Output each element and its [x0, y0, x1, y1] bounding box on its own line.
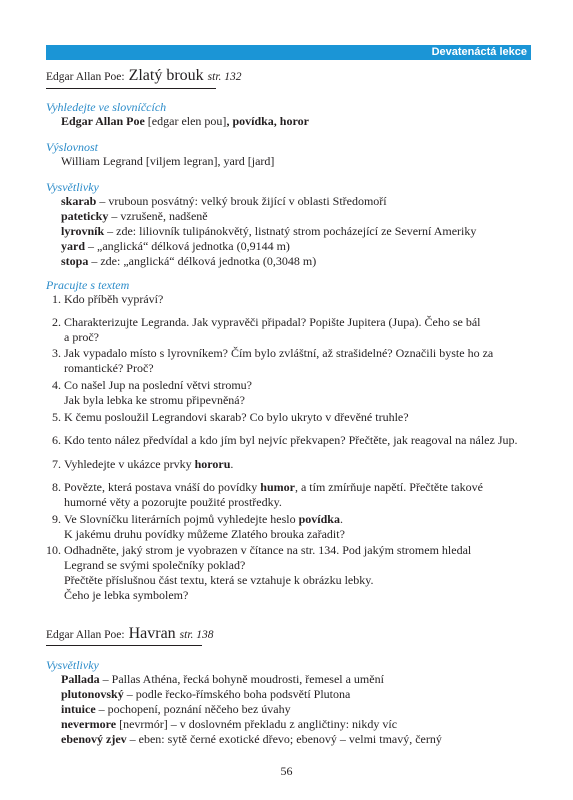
work-title-zlaty-brouk [46, 67, 242, 85]
pronunciation-text: [edgar elen pou] [144, 114, 227, 128]
question-item [64, 457, 531, 472]
glossary-definition: – „anglická“ délková jednotka (0,9144 m) [85, 239, 290, 253]
glossary-term: stopa [61, 254, 89, 268]
question-text: , a tím zmírňuje napětí. Přečtěte takové [294, 480, 483, 494]
question-text: humorné věty a pozorujte použité prostředky. [64, 495, 282, 509]
question-text: K jakému druhu povídky můžeme Zlatého brouka zařadit? [64, 527, 345, 541]
question-text: Přečtěte příslušnou část textu, která se vztahuje k obrázku lebky. [64, 573, 374, 587]
work-title: Havran [128, 625, 176, 642]
glossary-term: nevermore [61, 717, 117, 731]
question-item [64, 480, 531, 510]
question-text: romantické? Proč? [64, 361, 154, 375]
glossary-item [61, 254, 316, 269]
question-text: Kdo tento nález předvídal a kdo jím byl nejvíc překvapen? Přečtěte, jak reagoval na nález Jup. [64, 433, 518, 447]
question-text: Ve Slovníčku literárních pojmů vyhledejte heslo [64, 512, 299, 526]
question-text: Vyhledejte v ukázce prvky [64, 457, 195, 471]
question-text: Odhadněte, jaký strom je vyobrazen v čítance na str. 134. Pod jakým stromem hledal [64, 543, 472, 557]
glossary-item [61, 687, 350, 702]
question-keyword: humor [260, 480, 295, 494]
glossary-term: skarab [61, 194, 97, 208]
glossary-definition: – podle řecko-římského boha podsvětí Plutona [123, 687, 351, 701]
question-number: 5. [52, 410, 61, 424]
glossary-term: intuice [61, 702, 96, 716]
question-text: Co našel Jup na poslední větvi stromu? [64, 378, 252, 392]
author-name: Edgar Allan Poe: [46, 71, 125, 83]
glossary-item [61, 239, 290, 254]
glossary-term: Pallada [61, 672, 100, 686]
question-text: Kdo příběh vypráví? [64, 292, 164, 306]
term-author: Edgar Allan Poe [61, 114, 145, 128]
section-heading-work-with-text: Pracujte s textem [46, 278, 130, 292]
question-number: 10. [46, 543, 61, 557]
glossary-item [61, 717, 397, 732]
glossary-term: ebenový zjev [61, 732, 127, 746]
question-number: 4. [52, 378, 61, 392]
question-item [64, 346, 531, 376]
glossary-item [61, 672, 384, 687]
question-item [64, 378, 531, 408]
question-number: 6. [52, 433, 61, 447]
question-text: Charakterizujte Legranda. Jak vypravěči připadal? Popište Jupitera (Jupa). Čeho se bál [64, 315, 481, 329]
page-reference: str. 132 [207, 71, 242, 83]
question-text: . [339, 512, 343, 526]
question-keyword: povídka [298, 512, 340, 526]
glossary-definition: – vruboun posvátný: velký brouk žijící v oblasti Středomoří [96, 194, 387, 208]
glossary-item [61, 209, 208, 224]
glossary-term: yard [61, 239, 85, 253]
question-number: 7. [52, 457, 61, 471]
title-underline [46, 645, 202, 646]
question-item [64, 315, 531, 345]
question-number: 3. [52, 346, 61, 360]
glossary-item [61, 194, 387, 209]
question-number: 9. [52, 512, 61, 526]
glossary-definition: – vzrušeně, nadšeně [108, 209, 208, 223]
glossary-item [61, 732, 442, 747]
question-number: 8. [52, 480, 61, 494]
term-genre: , povídka, horor [226, 114, 309, 128]
lesson-header-bar: Devatenáctá lekce [46, 45, 531, 60]
question-item [64, 410, 531, 425]
glossary-definition: [nevrmór] – v doslovném překladu z angličtiny: nikdy víc [116, 717, 398, 731]
glossary-item [61, 702, 291, 717]
page-number: 56 [280, 764, 293, 778]
glossary-term: pateticky [61, 209, 109, 223]
question-keyword: hororu [194, 457, 231, 471]
section-heading-explanations: Vysvětlivky [46, 180, 99, 194]
question-item [64, 292, 531, 307]
glossary-definition: – Pallas Athéna, řecká bohyně moudrosti, řemesel a umění [99, 672, 384, 686]
section-heading-pronunciation: Výslovnost [46, 140, 98, 154]
question-text: Legrand se svými společníky poklad? [64, 558, 246, 572]
section-heading-dictionary: Vyhledejte ve slovníčcích [46, 100, 167, 114]
page-reference: str. 138 [179, 629, 214, 641]
question-number: 2. [52, 315, 61, 329]
question-text: Povězte, která postava vnáší do povídky [64, 480, 261, 494]
glossary-term: lyrovník [61, 224, 105, 238]
pronunciation-line: William Legrand [viljem legran], yard [jard] [61, 154, 275, 168]
section-heading-explanations: Vysvětlivky [46, 658, 99, 672]
glossary-definition: – zde: „anglická“ délková jednotka (0,3048 m) [88, 254, 317, 268]
glossary-item [61, 224, 476, 239]
title-underline [46, 88, 216, 89]
work-title: Zlatý brouk [128, 67, 204, 84]
question-text: Čeho je lebka symbolem? [64, 588, 189, 602]
question-text: Jak vypadalo místo s lyrovníkem? Čím bylo zvláštní, až strašidelné? Označili byste ho za [64, 346, 494, 360]
work-title-havran [46, 625, 214, 643]
question-item [64, 433, 531, 448]
dictionary-line [61, 114, 309, 129]
glossary-definition: – eben: sytě černé exotické dřevo; ebenový – velmi tmavý, černý [126, 732, 442, 746]
question-text: K čemu posloužil Legrandovi skarab? Co bylo ukryto v dřevěné truhle? [64, 410, 409, 424]
question-text: a proč? [64, 330, 99, 344]
question-number: 1. [52, 292, 61, 306]
glossary-definition: – pochopení, poznání něčeho bez úvahy [95, 702, 291, 716]
question-text: Jak byla lebka ke stromu připevněná? [64, 393, 245, 407]
question-item [64, 543, 531, 603]
author-name: Edgar Allan Poe: [46, 629, 125, 641]
glossary-definition: – zde: liliovník tulipánokvětý, listnatý strom pocházející ze Severní Ameriky [104, 224, 477, 238]
question-text: . [230, 457, 234, 471]
glossary-term: plutonovský [61, 687, 124, 701]
question-item [64, 512, 531, 542]
